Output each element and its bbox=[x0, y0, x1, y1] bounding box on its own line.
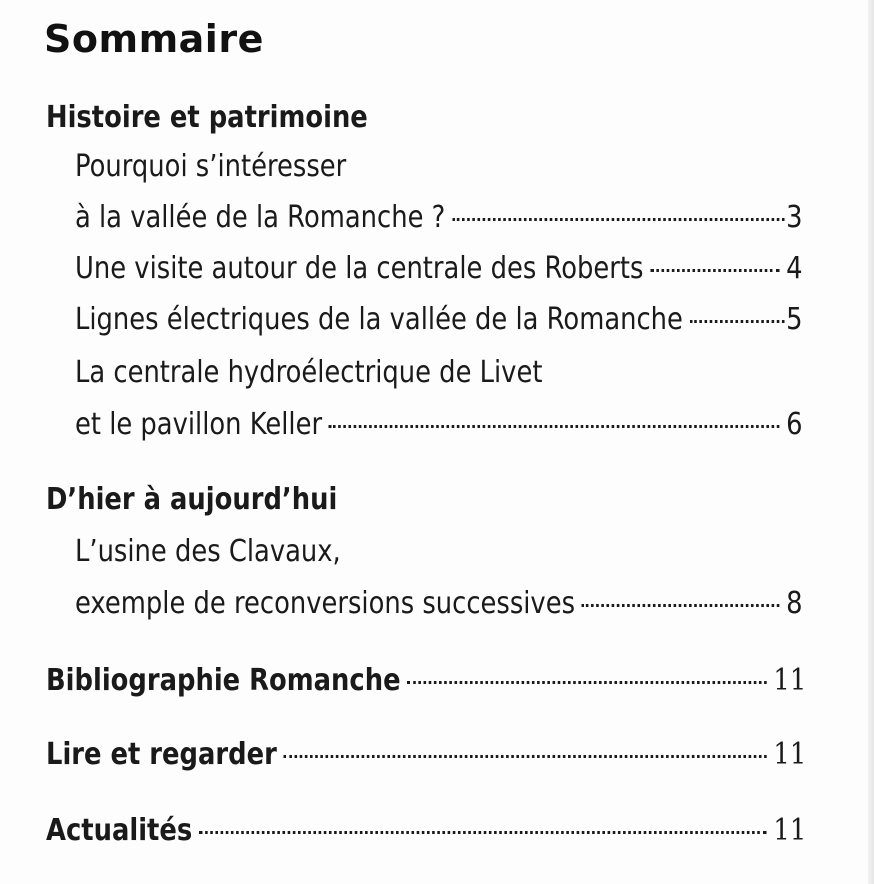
page-number: 11 bbox=[773, 737, 807, 772]
toc-entry-pourquoi-line1[interactable] bbox=[75, 145, 803, 189]
toc-entry-text: Pourquoi s’intéresser bbox=[75, 149, 347, 184]
page-number: 3 bbox=[786, 200, 803, 235]
section-heading-label: D’hier à aujourd’hui bbox=[46, 482, 338, 517]
section-heading-label: Bibliographie Romanche bbox=[46, 663, 401, 698]
section-heading-label: Actualités bbox=[46, 813, 193, 848]
dot-leader bbox=[452, 218, 784, 221]
dot-leader bbox=[329, 425, 779, 428]
section-heading-actualites[interactable] bbox=[46, 809, 806, 853]
toc-entry-text: Lignes électriques de la vallée de la Romanche bbox=[75, 302, 683, 337]
toc-entry-livet-line2[interactable] bbox=[75, 403, 803, 447]
toc-entry-text: et le pavillon Keller bbox=[75, 407, 323, 442]
toc-entry-text: exemple de reconversions successives bbox=[75, 586, 576, 621]
toc-entry-livet-line1[interactable] bbox=[75, 351, 803, 395]
section-heading-bibliographie[interactable] bbox=[46, 659, 806, 703]
dot-leader bbox=[582, 604, 779, 607]
page-edge-shadow bbox=[868, 0, 874, 884]
toc-entry-clavaux-line2[interactable] bbox=[75, 582, 803, 626]
page-number: 11 bbox=[773, 813, 807, 848]
dot-leader bbox=[650, 269, 779, 272]
dot-leader bbox=[690, 320, 785, 323]
page-number: 8 bbox=[786, 586, 803, 621]
page-number: 4 bbox=[786, 251, 803, 286]
section-heading-label: Histoire et patrimoine bbox=[46, 100, 368, 135]
page-number: 11 bbox=[773, 663, 807, 698]
toc-entry-text: Une visite autour de la centrale des Roberts bbox=[75, 251, 644, 286]
toc-entry-text: La centrale hydroélectrique de Livet bbox=[75, 355, 543, 390]
toc-entry-text: à la vallée de la Romanche ? bbox=[75, 200, 446, 235]
page-title: Sommaire bbox=[44, 17, 264, 61]
toc-entry-clavaux-line1[interactable] bbox=[75, 530, 803, 574]
section-heading-lire[interactable] bbox=[46, 733, 806, 777]
toc-entry-roberts[interactable] bbox=[75, 247, 803, 291]
page-number: 6 bbox=[786, 407, 803, 442]
toc-entry-pourquoi-line2[interactable] bbox=[75, 196, 803, 240]
section-heading-hier[interactable] bbox=[46, 478, 700, 522]
toc-entry-text: L’usine des Clavaux, bbox=[75, 534, 341, 569]
section-heading-label: Lire et regarder bbox=[46, 737, 277, 772]
dot-leader bbox=[407, 681, 766, 684]
dot-leader bbox=[284, 755, 767, 758]
section-heading-histoire[interactable] bbox=[46, 96, 700, 140]
page-number: 5 bbox=[786, 302, 803, 337]
dot-leader bbox=[199, 831, 766, 834]
toc-entry-lignes[interactable] bbox=[75, 298, 803, 342]
